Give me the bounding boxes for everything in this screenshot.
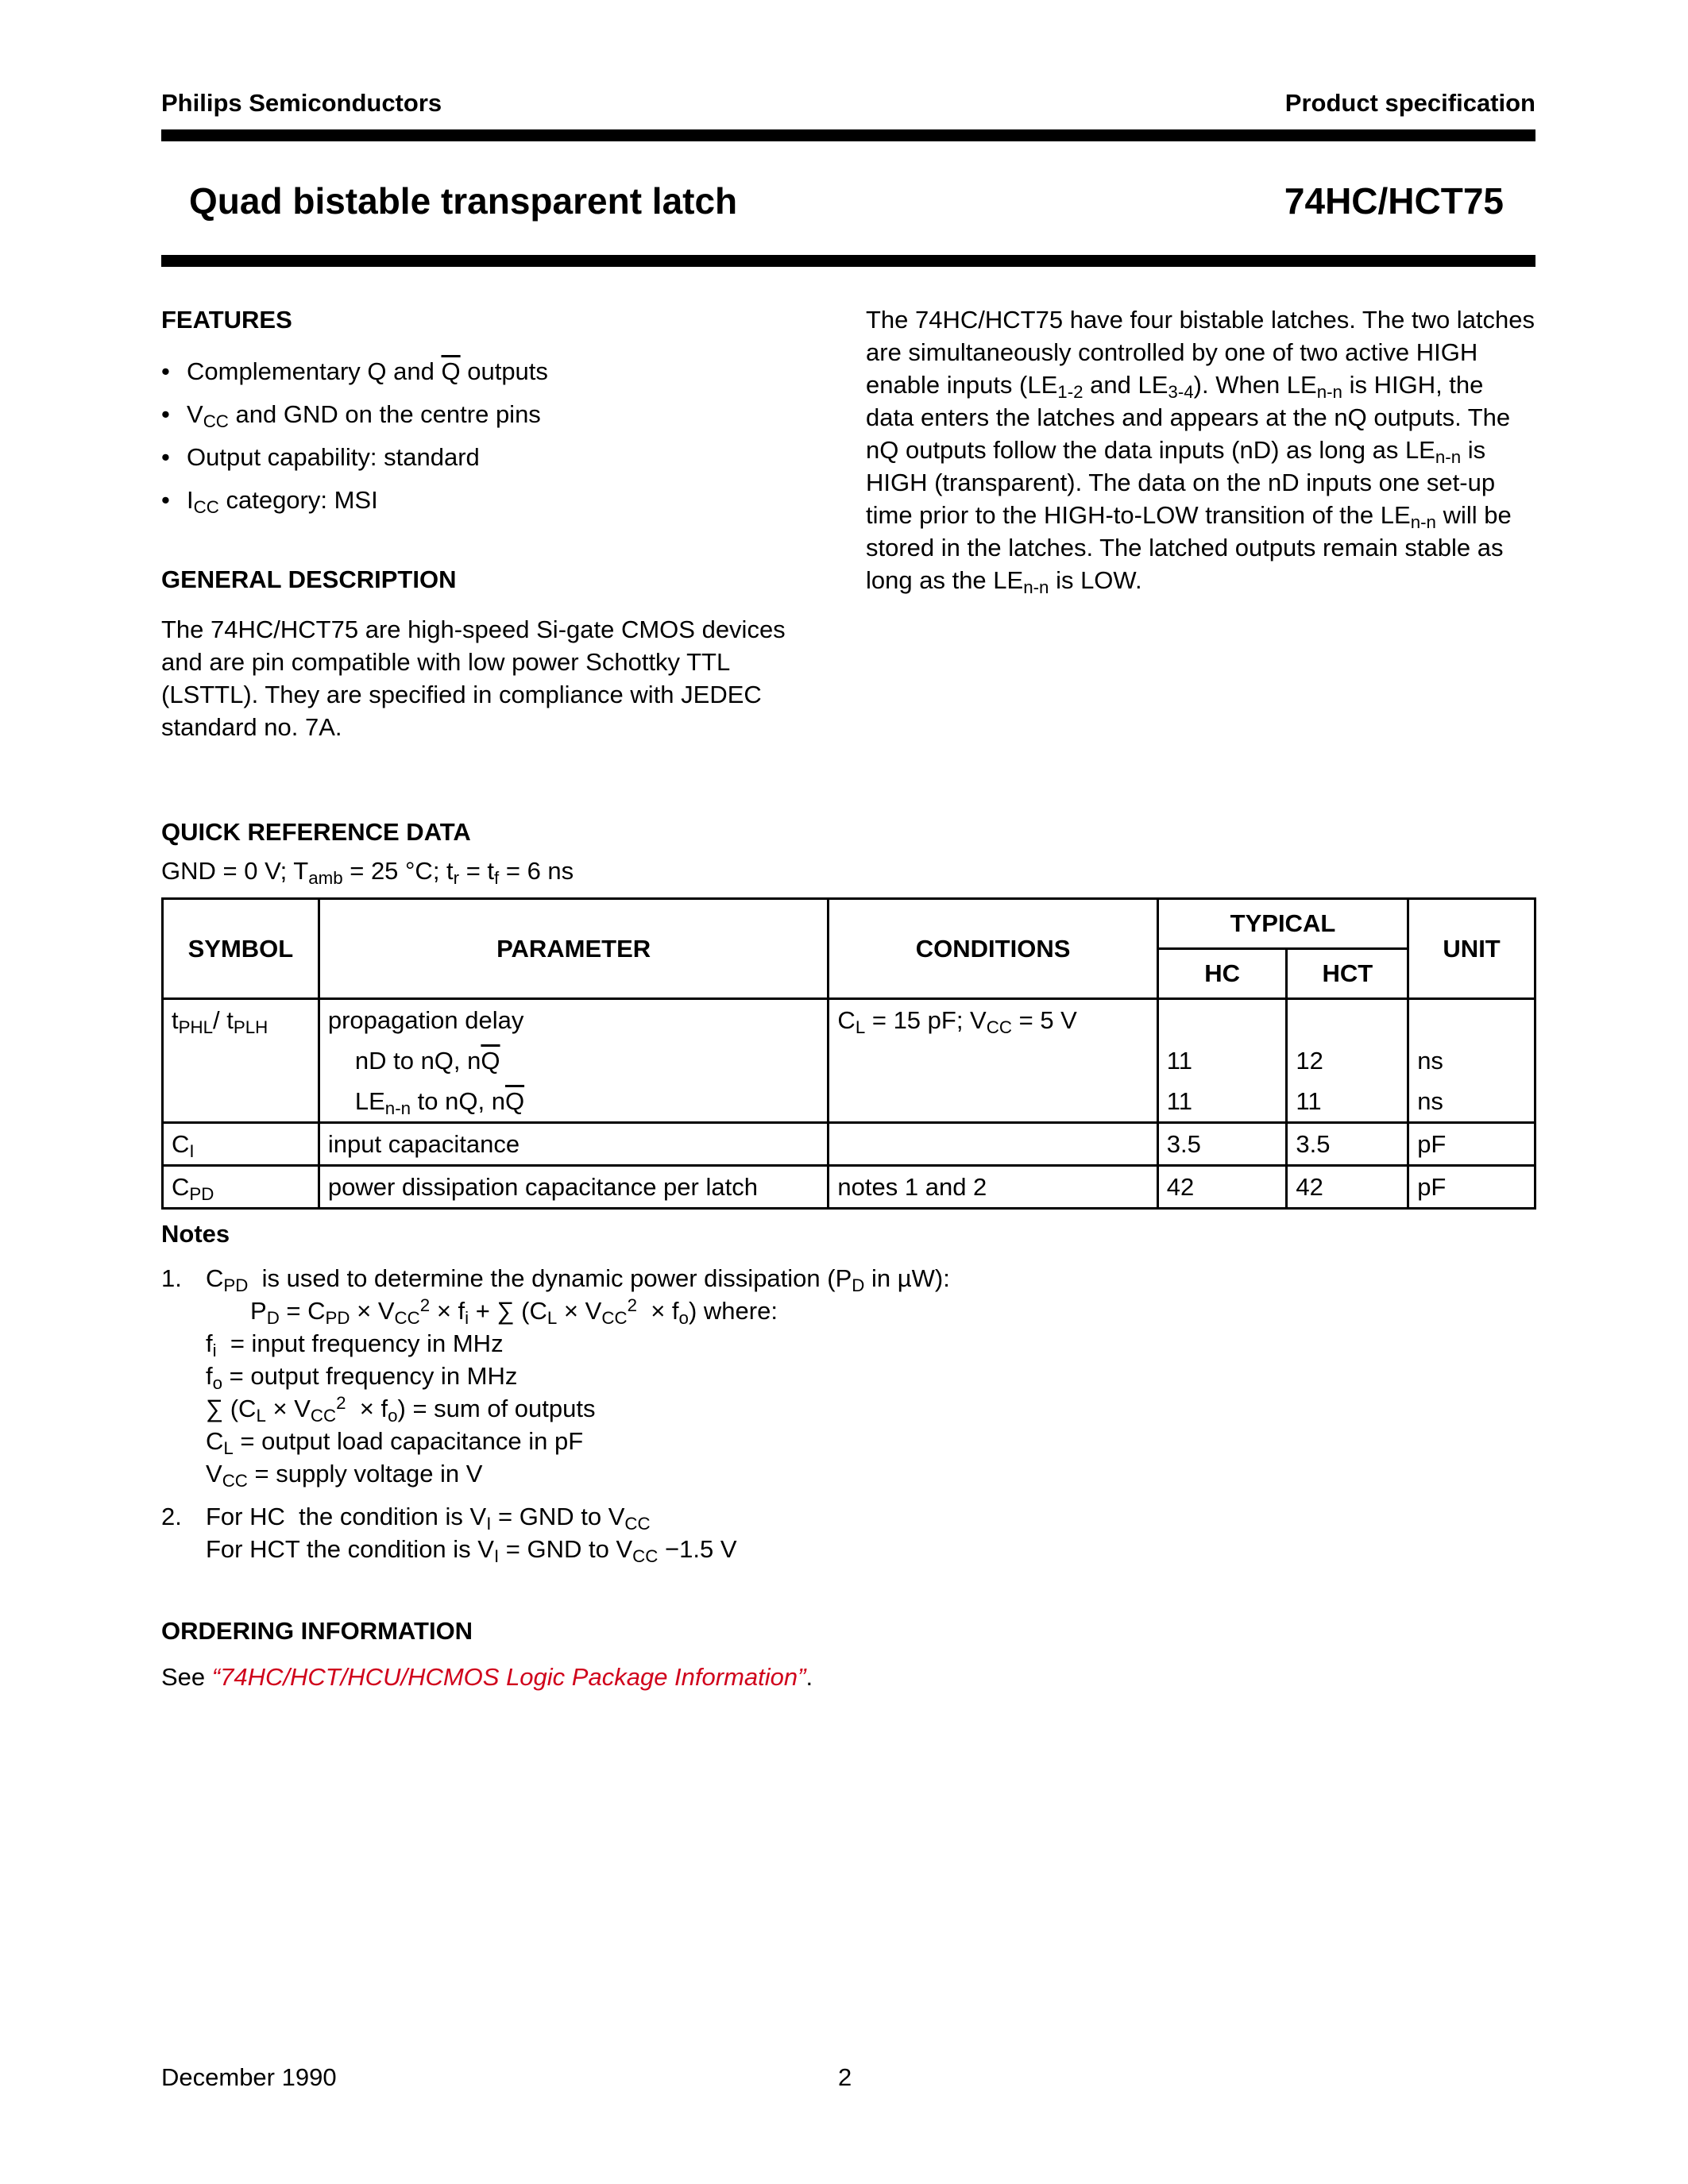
- feature-item: • $I_{CC}$ category: MSI: [161, 479, 813, 522]
- header-rule-top: [161, 129, 1535, 141]
- ordering-prefix: See: [161, 1663, 212, 1691]
- qrd-heading: QUICK REFERENCE DATA: [161, 818, 471, 846]
- col-header-typical: TYPICAL: [1157, 899, 1408, 949]
- package-info-link[interactable]: “74HC/HCT/HCU/HCMOS Logic Package Information”: [211, 1663, 806, 1691]
- cell-parameter: input capacitance: [319, 1123, 829, 1166]
- cell-hct: 42: [1287, 1166, 1408, 1209]
- col-header-conditions: CONDITIONS: [829, 899, 1157, 999]
- document-type: Product specification: [1284, 89, 1535, 117]
- table-row: [163, 999, 1535, 1123]
- feature-item: • Complementary Q and $\overline{Q}$ outputs: [161, 350, 813, 393]
- general-description-text: The 74HC/HCT75 are high-speed Si-gate CMOS devices and are pin compatible with low power Schottky TTL (LSTTL). They are specified in compliance with JEDEC standard no. 7A.: [161, 615, 786, 741]
- latch-description: The 74HC/HCT75 have four bistable latches. The two latches are simultaneously controlled by one of two active HIGH enable inputs ($LE_{1-2}$ and $LE_{3-4}$). When $LE_{n-n}$ is HIGH, the data enters the latches and appears at the nQ outputs. The nQ outputs follow the data inputs (nD) as long as $LE_{n-n}$ is HIGH (transparent). The data on the nD inputs one set-up time prior to the HIGH-to-LOW transition of the $LE_{n-n}$ will be stored in the latches. The latched outputs remain stable as long as the $LE_{n-n}$ is LOW.: [866, 306, 1535, 598]
- col-header-hc: HC: [1157, 949, 1287, 999]
- cell-symbol: $t_{PHL}/$ $t_{PLH}$: [163, 999, 319, 1123]
- cell-hc: 3.5: [1157, 1123, 1287, 1166]
- feature-item: • $V_{CC}$ and GND on the centre pins: [161, 393, 813, 436]
- cell-parameter: propagation delay nD to nQ, $n\overline{Q}$ $LE_{n-n}$ to nQ, $n\overline{Q}$: [319, 999, 829, 1123]
- header-rule-bottom: [161, 255, 1535, 267]
- cell-unit: pF: [1408, 1123, 1535, 1166]
- ordering-text: [161, 1661, 813, 1693]
- company-name: Philips Semiconductors: [161, 89, 442, 117]
- cell-hc: 42: [1157, 1166, 1287, 1209]
- page-title: Quad bistable transparent latch: [189, 180, 738, 222]
- note-1: $C_{PD}$ is used to determine the dynamic power dissipation ($P_D$ in µW): $P_D = C_{PD} \times V_{CC}^2 \times f_i$ + ∑ $(C_L \times V_{CC}^2 \times f_o)$ where: $f_i$ = input frequency in MHz $f_o$ = output frequency in MHz ∑ $(C_L \times V_{CC}^2 \times f_o)$ = sum of outputs $C_L$ = output load capacitance in pF $V_{CC}$ = supply voltage in V: [206, 1264, 950, 1491]
- feature-item: • Output capability: standard: [161, 436, 813, 479]
- cell-symbol: $C_I$: [163, 1123, 319, 1166]
- col-header-parameter: PARAMETER: [319, 899, 829, 999]
- cell-symbol: $C_{PD}$: [163, 1166, 319, 1209]
- cell-conditions: notes 1 and 2: [829, 1166, 1157, 1209]
- table-row: [163, 1166, 1535, 1209]
- cell-conditions: $C_L = 15$ pF; $V_{CC} = 5$ V: [829, 999, 1157, 1123]
- ordering-suffix: .: [805, 1663, 813, 1691]
- cell-hct: 12 11: [1287, 999, 1408, 1123]
- table-row: [163, 1123, 1535, 1166]
- footer-date: December 1990: [161, 2063, 337, 2091]
- features-heading: FEATURES: [161, 306, 292, 334]
- cell-hct: 3.5: [1287, 1123, 1408, 1166]
- general-description-heading: GENERAL DESCRIPTION: [161, 565, 457, 593]
- cell-unit: ns ns: [1408, 999, 1535, 1123]
- page-number: 2: [838, 2063, 852, 2091]
- col-header-hct: HCT: [1287, 949, 1408, 999]
- features-list: [161, 350, 813, 522]
- part-number: 74HC/HCT75: [1284, 180, 1504, 222]
- note-2-number: 2.: [161, 1503, 182, 1530]
- quick-reference-table: [161, 897, 1536, 1210]
- cell-unit: pF: [1408, 1166, 1535, 1209]
- cell-hc: 11 11: [1157, 999, 1287, 1123]
- ordering-heading: ORDERING INFORMATION: [161, 1617, 473, 1645]
- col-header-unit: UNIT: [1408, 899, 1535, 999]
- notes-heading: Notes: [161, 1220, 230, 1248]
- note-2: For HC the condition is $V_I$ = GND to $V_{CC}$ For HCT the condition is $V_I$ = GND to $V_{CC} -1.5$ V: [206, 1503, 737, 1567]
- col-header-symbol: SYMBOL: [163, 899, 319, 999]
- cell-parameter: power dissipation capacitance per latch: [319, 1166, 829, 1209]
- qrd-conditions-line: GND = 0 V; $T_{amb} = 25$ °C; $t_r = t_f = 6$ ns: [161, 857, 574, 889]
- cell-conditions: [829, 1123, 1157, 1166]
- note-1-number: 1.: [161, 1264, 182, 1292]
